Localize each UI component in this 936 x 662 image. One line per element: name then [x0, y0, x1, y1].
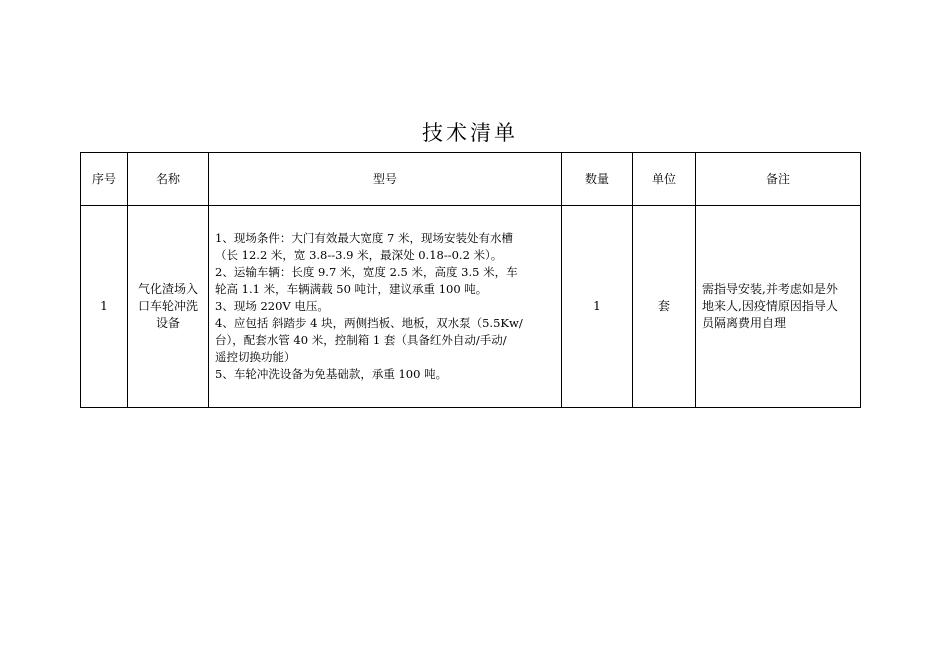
- spec-line: 5、车轮冲洗设备为免基础款，承重 100 吨。: [215, 367, 448, 381]
- notes-line: 地来人,因疫情原因指导人: [702, 299, 838, 313]
- spec-line: 4、应包括 斜踏步 4 块，两侧挡板、地板，双水泵（5.5Kw/: [215, 316, 523, 330]
- spec-line: 轮高 1.1 米，车辆满载 50 吨计，建议承重 100 吨。: [215, 282, 488, 296]
- cell-name: [128, 206, 209, 408]
- spec-line: 1、现场条件：大门有效最大宽度 7 米，现场安装处有水槽: [215, 231, 513, 245]
- spec-line: 台），配套水管 40 米，控制箱 1 套（具备红外自动/手动/: [215, 333, 507, 347]
- notes-line: 需指导安装,并考虑如是外: [702, 282, 838, 296]
- cell-unit: 套: [633, 206, 696, 408]
- document-title: 技术清单: [422, 121, 518, 145]
- name-line: 设备: [155, 316, 180, 330]
- technical-list-table: [80, 152, 861, 408]
- table-row: [81, 206, 861, 408]
- cell-index: 1: [81, 206, 128, 408]
- spec-line: 2、运输车辆：长度 9.7 米，宽度 2.5 米，高度 3.5 米，车: [215, 265, 518, 279]
- spec-line: （长 12.2 米，宽 3.8--3.9 米，最深处 0.18--0.2 米）。: [215, 248, 503, 262]
- notes-line: 员隔离费用自理: [702, 316, 787, 330]
- spec-line: 遥控切换功能）: [215, 350, 296, 364]
- name-line: 气化渣场入: [137, 282, 198, 296]
- header-model: 型号: [209, 153, 562, 206]
- header-name: 名称: [128, 153, 209, 206]
- cell-quantity: 1: [562, 206, 633, 408]
- cell-notes: [696, 206, 861, 408]
- header-index: 序号: [81, 153, 128, 206]
- name-line: 口车轮冲洗: [137, 299, 198, 313]
- spec-line: 3、现场 220V 电压。: [215, 299, 329, 313]
- header-unit: 单位: [633, 153, 696, 206]
- header-notes: 备注: [696, 153, 861, 206]
- header-quantity: 数量: [562, 153, 633, 206]
- cell-model: [209, 206, 562, 408]
- table-header-row: [81, 153, 861, 206]
